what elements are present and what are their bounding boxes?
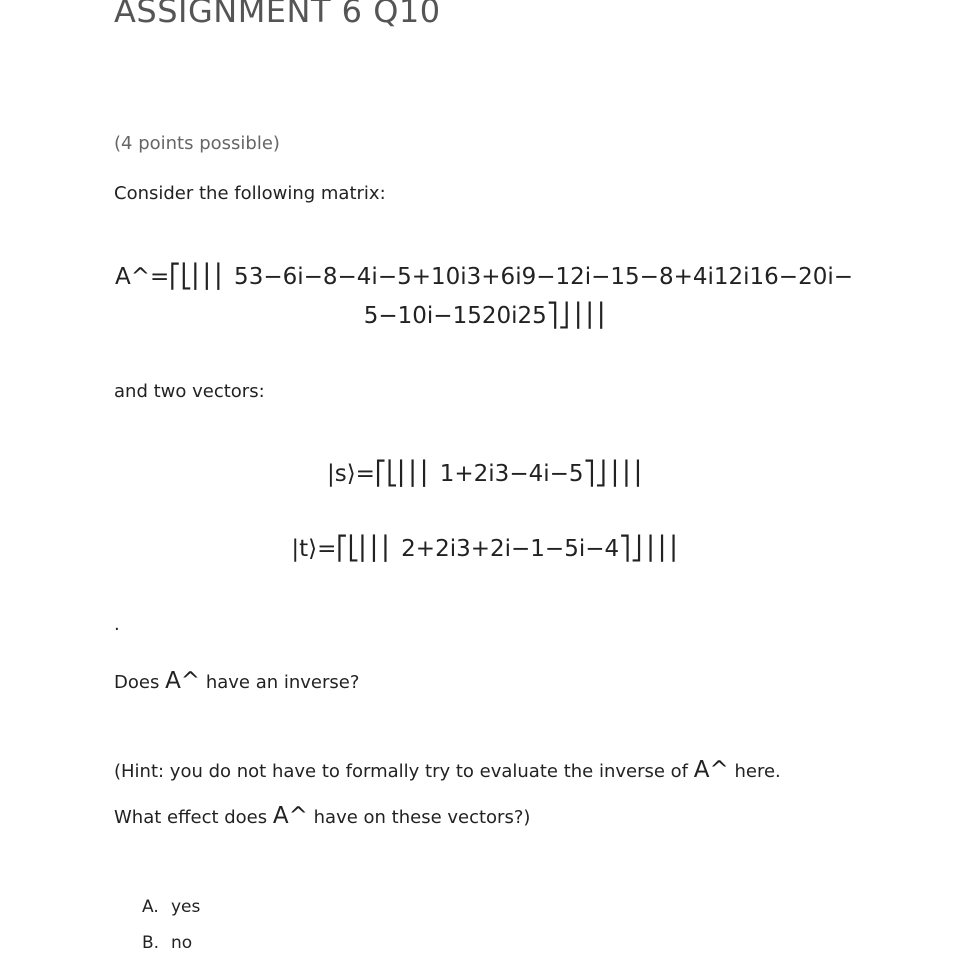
matrix-line-2: 5−10i−1520i25⎤⎦⎥⎥⎥: [363, 303, 605, 329]
effect-prefix: What effect does: [114, 807, 268, 828]
vectors-intro-text: and two vectors:: [114, 381, 265, 402]
operator-symbol: A^: [272, 803, 308, 829]
matrix-intro-text: Consider the following matrix:: [114, 183, 386, 204]
hint-line-2: [114, 803, 530, 829]
points-possible: (4 points possible): [114, 133, 280, 154]
choice-b[interactable]: [142, 929, 200, 965]
matrix-equation: [114, 258, 854, 336]
operator-symbol: A^: [165, 668, 201, 694]
period-text: .: [114, 614, 120, 635]
choice-a[interactable]: [142, 893, 200, 929]
hint-line-1: [114, 757, 781, 783]
operator-symbol: A^: [693, 757, 729, 783]
hint-suffix: here.: [734, 761, 781, 782]
choice-label: yes: [171, 897, 201, 917]
matrix-line-1: A^=⎡⎣⎢⎢⎢ 53−6i−8−4i−5+10i3+6i9−12i−15−8+4i12i16−20i−: [114, 264, 854, 290]
answer-choices: [142, 893, 200, 965]
vector-s-equation: |s⟩=⎡⎣⎢⎢⎢ 1+2i3−4i−5⎤⎦⎥⎥⎥: [326, 461, 642, 487]
page-title: ASSIGNMENT 6 Q10: [114, 0, 441, 30]
effect-suffix: have on these vectors?): [313, 807, 531, 828]
vector-t-equation: |t⟩=⎡⎣⎢⎢⎢ 2+2i3+2i−1−5i−4⎤⎦⎥⎥⎥: [291, 536, 677, 562]
choice-letter: A.: [142, 897, 159, 917]
choice-letter: B.: [142, 933, 160, 953]
hint-prefix: (Hint: you do not have to formally try to evaluate the inverse of: [114, 761, 689, 782]
inverse-question-prefix: Does: [114, 672, 160, 693]
inverse-question-suffix: have an inverse?: [205, 672, 360, 693]
inverse-question: [114, 668, 359, 694]
choice-label: no: [171, 933, 193, 953]
